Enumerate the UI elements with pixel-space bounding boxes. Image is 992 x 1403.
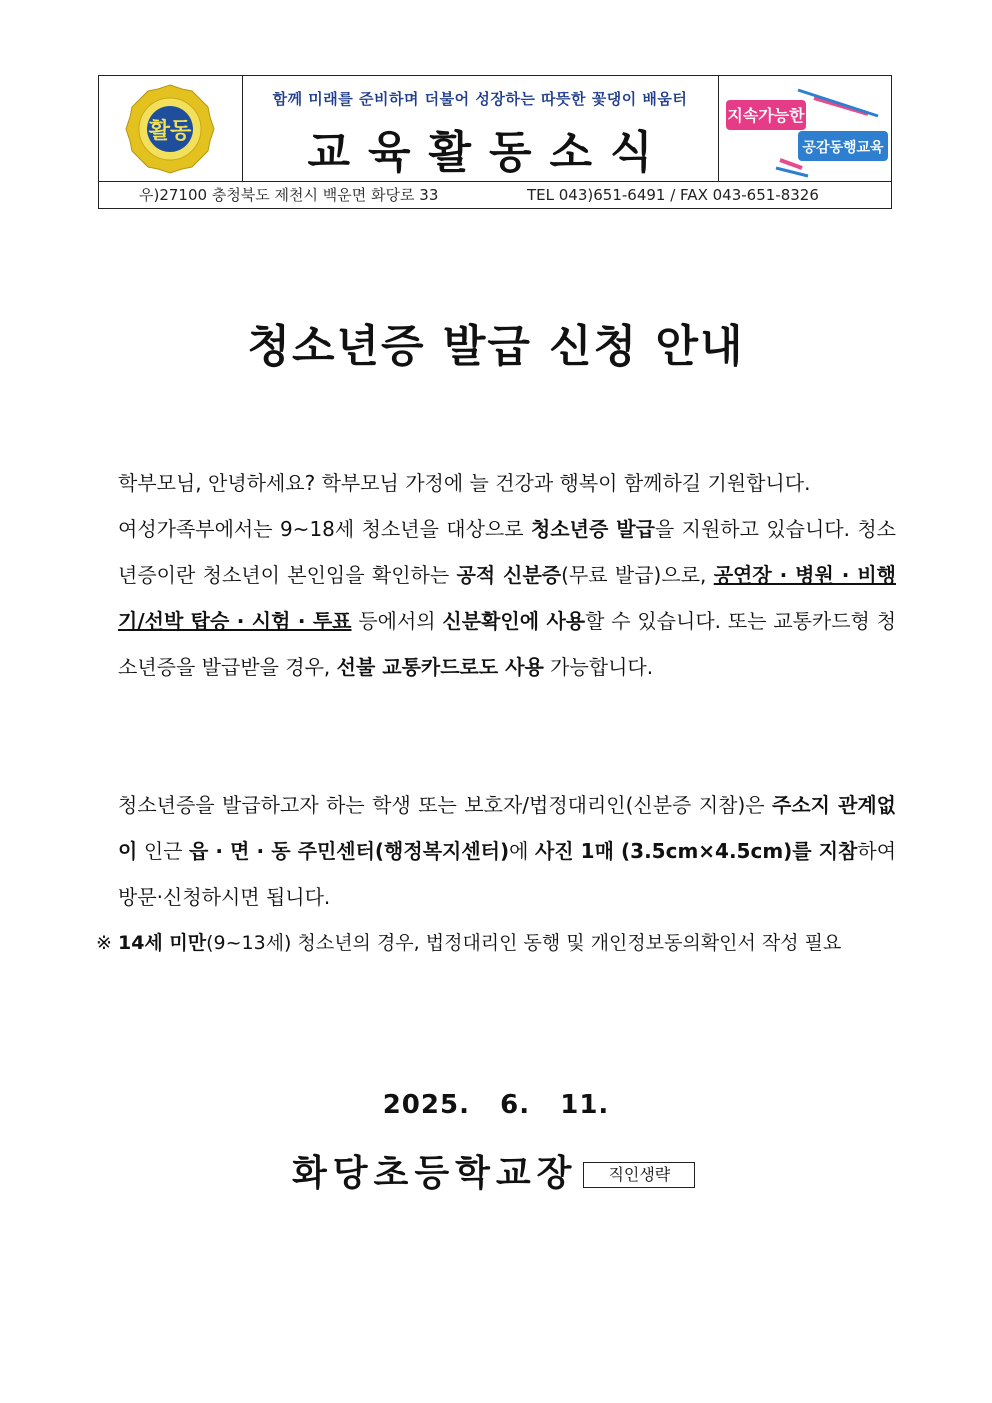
paragraph-application xyxy=(96,782,896,966)
emphasis-any-address: 주소지 관계없이 xyxy=(118,793,896,863)
education-badge xyxy=(718,76,891,181)
badge-line1: 지속가능한 xyxy=(727,106,805,125)
text-run: (무료 발급)으로, xyxy=(561,563,714,587)
text-run: 에 xyxy=(509,839,535,863)
principal-name: 화당초등학교장 xyxy=(292,1152,578,1194)
emphasis-community-center: 읍 · 면 · 동 주민센터(행정복지센터) xyxy=(188,839,510,863)
text-run: (9~13세) 청소년의 경우, 법정대리인 동행 및 개인정보동의확인서 작성 필요 xyxy=(206,932,842,954)
school-address: 우)27100 충청북도 제천시 백운면 화당로 33 xyxy=(139,186,439,204)
paragraph-intro xyxy=(96,460,896,690)
badge-line2: 공감동행교육 xyxy=(802,140,884,156)
school-motto: 함께 미래를 준비하며 더불어 성장하는 따뜻한 꽃댕이 배움터 xyxy=(272,90,688,108)
letterhead xyxy=(98,75,892,209)
document-date: 2025. 6. 11. xyxy=(382,1090,610,1120)
sustainable-education-logo-icon xyxy=(718,76,891,181)
newsletter-title: 교육활동소식 xyxy=(307,127,671,178)
school-logo xyxy=(99,76,243,181)
emphasis-photo: 사진 1매 (3.5cm×4.5cm)를 지참 xyxy=(534,839,858,863)
intro-body xyxy=(96,506,896,690)
signature-block xyxy=(292,1145,695,1195)
note-mark: ※ xyxy=(96,932,118,954)
emphasis-official-id: 공적 신분증 xyxy=(456,563,562,587)
text-run: 하여 방문·신청하시면 됩니다. xyxy=(118,839,897,909)
school-contact: TEL 043)651-6491 / FAX 043-651-8326 xyxy=(527,186,819,204)
emphasis-id-check: 신분확인에 사용 xyxy=(442,609,586,633)
emphasis-under-14: 14세 미만 xyxy=(117,932,207,954)
emphasis-transit-card: 선불 교통카드로도 사용 xyxy=(336,655,544,679)
seal-omitted-box: 직인생략 xyxy=(583,1162,695,1188)
text-run: 여성가족부에서는 9~18세 청소년을 대상으로 xyxy=(118,517,531,541)
application-body xyxy=(96,782,896,920)
letterhead-address-row xyxy=(99,181,891,209)
text-run: 을 지원하고 있습니다. 청소년증이란 청소년이 본인임을 확인하는 xyxy=(118,517,897,587)
note-under-14 xyxy=(96,920,896,966)
logo-text: 활동 xyxy=(148,119,192,144)
emphasis-issuance: 청소년증 발급 xyxy=(530,517,655,541)
document-title: 청소년증 발급 신청 안내 xyxy=(247,321,745,372)
text-run: 청소년증을 발급하고자 하는 학생 또는 보호자/법정대리인(신분증 지참)은 xyxy=(118,793,773,817)
letterhead-top xyxy=(99,76,891,182)
school-emblem-icon xyxy=(99,76,242,181)
letterhead-center xyxy=(242,76,719,181)
text-run: 할 수 있습니다. 또는 교통카드형 청소년증을 발급받을 경우, xyxy=(118,609,897,679)
greeting: 학부모님, 안녕하세요? 학부모님 가정에 늘 건강과 행복이 함께하길 기원합니다. xyxy=(118,471,811,495)
emphasis-usage-places: 공연장 · 병원 · 비행기/선박 탑승 · 시험 · 투표 xyxy=(118,563,896,633)
text-run: 가능합니다. xyxy=(543,655,654,679)
text-run: 인근 xyxy=(137,839,189,863)
text-run: 등에서의 xyxy=(351,609,443,633)
